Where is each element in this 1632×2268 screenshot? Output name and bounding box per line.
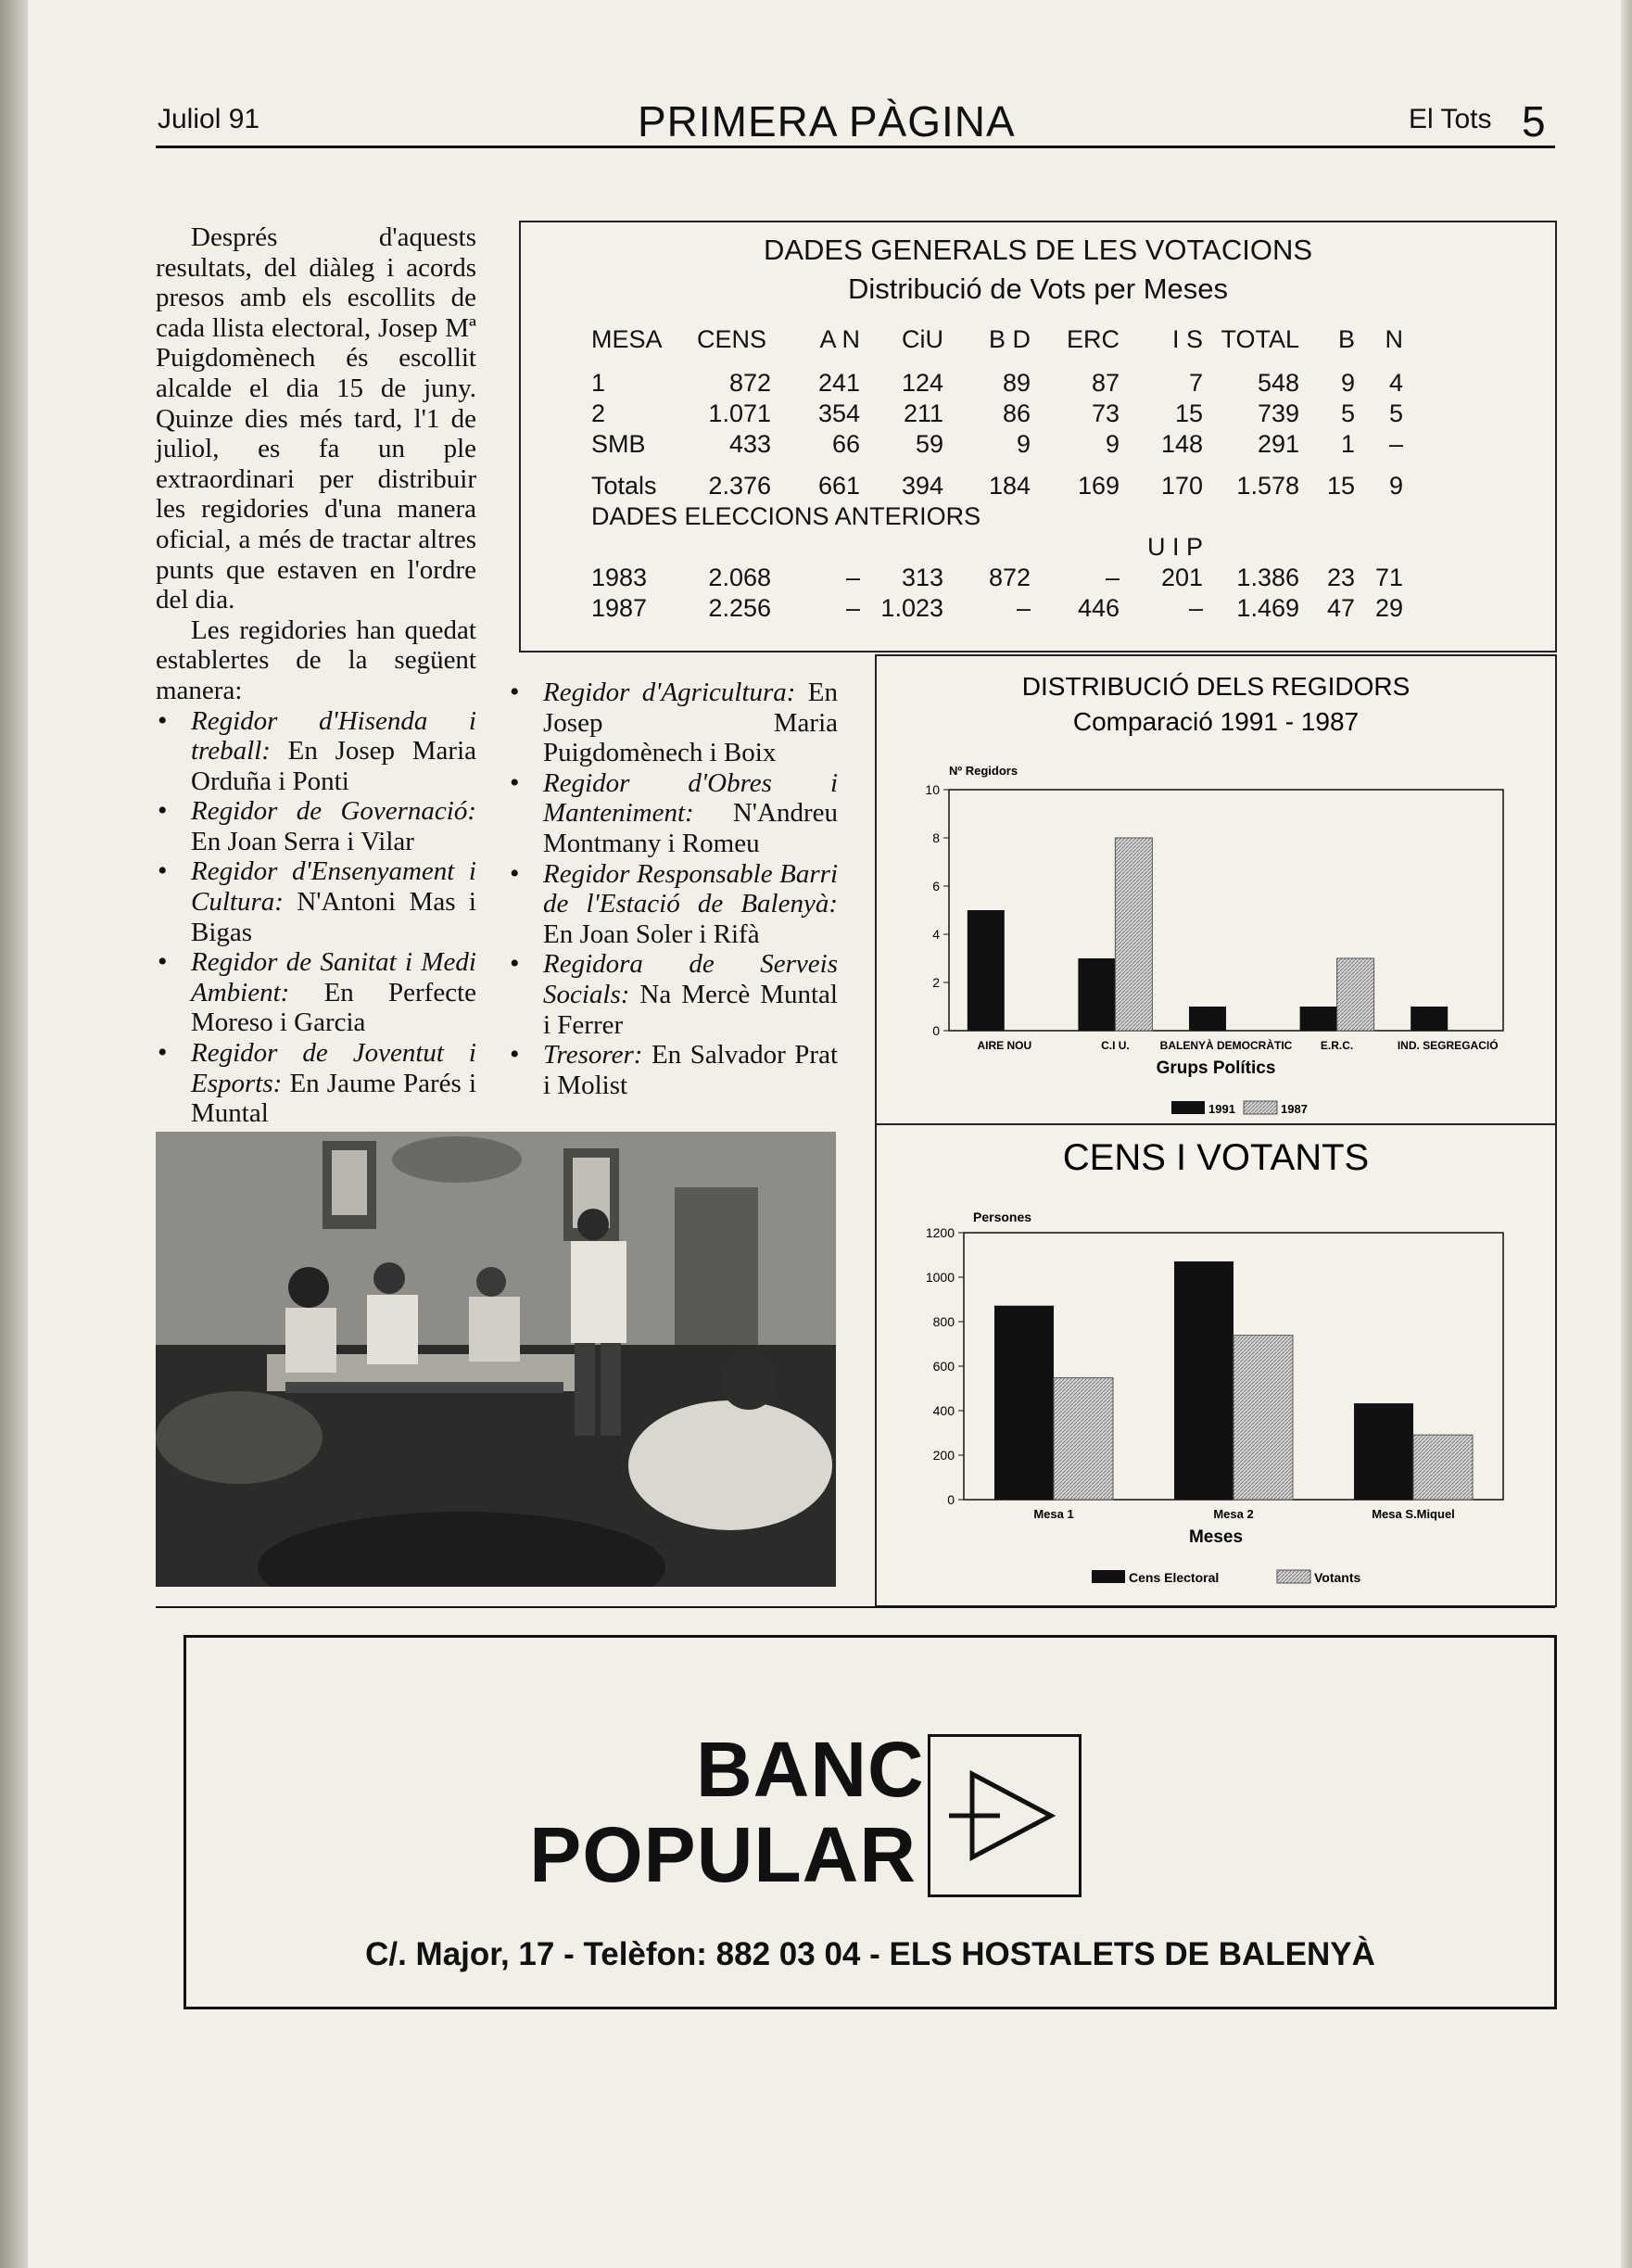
- bank-advertisement: [183, 1635, 1557, 2009]
- previous-elections-heading-row: DADES ELECCIONS ANTERIORS: [591, 502, 981, 530]
- list-item: • Regidor d'Hisenda i treball: En Josep Maria Orduña i Ponti: [156, 706, 476, 797]
- votes-table-title: DADES GENERALS DE LES VOTACIONS: [763, 234, 1313, 266]
- list-item: • Tresorer: En Salvador Prat i Molist: [508, 1040, 838, 1100]
- y-tick-label: 8: [932, 830, 940, 845]
- table-header-row: MESA CENS A N CiU B D ERC I S TOTAL B N: [591, 325, 1403, 353]
- legend-swatch-1987: [1244, 1101, 1277, 1114]
- article-column-left: [156, 222, 476, 1129]
- chart-title: CENS I VOTANTS: [1062, 1137, 1370, 1178]
- x-category-label: Mesa 2: [1213, 1507, 1254, 1521]
- bar-cens: [994, 1306, 1054, 1500]
- legend-label-votants: Votants: [1314, 1570, 1361, 1585]
- bar-cens: [1174, 1261, 1233, 1500]
- x-axis-label: Grups Polítics: [1156, 1058, 1276, 1078]
- bar-1991: [968, 910, 1005, 1031]
- legend-swatch-votants: [1277, 1570, 1310, 1583]
- binding-spine: [0, 0, 28, 2268]
- issue-date: Juliol 91: [158, 104, 260, 134]
- article-paragraph-2: Les regidories han quedat establertes de la següent manera:: [156, 615, 476, 705]
- table-totals-row: Totals 2.376 661 394 184 169 170 1.578 15 9: [591, 472, 1403, 500]
- y-tick-label: 200: [932, 1448, 955, 1463]
- bar-1991: [1300, 1007, 1337, 1031]
- ad-bank-name-line2: POPULAR: [529, 1811, 917, 1898]
- bank-logo-icon: [928, 1734, 1082, 1897]
- x-category-label: AIRE NOU: [977, 1039, 1032, 1052]
- ad-bank-name-line1: BANC: [696, 1726, 925, 1813]
- chart-subtitle: Comparació 1991 - 1987: [1072, 707, 1360, 736]
- y-tick-label: 1000: [925, 1270, 955, 1285]
- votes-table-box: [519, 221, 1557, 653]
- x-category-label: Mesa S.Miquel: [1372, 1507, 1455, 1521]
- y-tick-label: 6: [932, 879, 940, 893]
- legend-swatch-1991: [1171, 1101, 1205, 1114]
- bar-1991: [1189, 1007, 1226, 1031]
- y-tick-label: 2: [932, 975, 940, 990]
- y-tick-label: 1200: [925, 1225, 955, 1240]
- y-tick-label: 800: [932, 1314, 955, 1329]
- cens-chart: [877, 1125, 1555, 1605]
- section-divider: [156, 1606, 1555, 1608]
- y-tick-label: 0: [932, 1023, 940, 1038]
- table-row: SMB 433 66 59 9 9 148 291 1 –: [591, 430, 1403, 458]
- legend-label-1991: 1991: [1208, 1102, 1235, 1116]
- y-axis-label: Nº Regidors: [949, 764, 1018, 778]
- regidors-chart: [877, 656, 1555, 1123]
- meeting-photo: [156, 1132, 836, 1587]
- table-row: 1983 2.068 – 313 872 – 201 1.386 23 71: [591, 564, 1403, 591]
- councillor-list-right: [508, 678, 838, 1100]
- x-category-label: BALENYÀ DEMOCRÀTIC: [1159, 1039, 1293, 1052]
- x-axis-label: Meses: [1188, 1527, 1244, 1547]
- y-tick-label: 400: [932, 1403, 955, 1418]
- bar-1987: [1337, 958, 1374, 1031]
- bar-1991: [1078, 958, 1115, 1031]
- bar-votants: [1413, 1435, 1473, 1500]
- plot-frame: [949, 790, 1503, 1031]
- meeting-photo-image: [156, 1132, 836, 1587]
- table-row: 2 1.071 354 211 86 73 15 739 5 5: [591, 399, 1403, 427]
- header-rule: [156, 146, 1555, 148]
- page-edge: [1621, 0, 1632, 2268]
- y-tick-label: 10: [925, 782, 940, 797]
- article-column-middle: [508, 678, 838, 1100]
- list-item: • Regidor Responsable Barri de l'Estació de Balenyà: En Joan Soler i Rifà: [508, 859, 838, 950]
- bar-1987: [1115, 838, 1152, 1031]
- bar-votants: [1233, 1336, 1293, 1500]
- bar-1991: [1411, 1007, 1448, 1031]
- councillor-list-left: [156, 706, 476, 1129]
- x-category-label: C.I U.: [1101, 1039, 1130, 1052]
- bar-votants: [1054, 1377, 1113, 1500]
- article-paragraph-1: Després d'aquests resultats, del diàleg i acords presos amb els escollits de cada llista electoral, Josep Mª Puigdomènech és escollit alcalde el dia 15 de juny. Quinze dies més tard, l'1 de juliol, es fa un ple extraordinari per distribuir les regidories d'una manera oficial, a més de tractar altres punts que estaven en l'ordre del dia.: [156, 222, 476, 615]
- list-item: • Regidor d'Obres i Manteniment: N'Andreu Montmany i Romeu: [508, 768, 838, 859]
- x-category-label: IND. SEGREGACIÓ: [1397, 1039, 1499, 1052]
- y-axis-label: Persones: [973, 1210, 1032, 1224]
- y-tick-label: 4: [932, 927, 940, 942]
- x-category-label: E.R.C.: [1320, 1039, 1354, 1052]
- list-item: • Regidor d'Ensenyament i Cultura: N'Antoni Mas i Bigas: [156, 856, 476, 947]
- table-row: 1 872 241 124 89 87 7 548 9 4: [591, 369, 1403, 397]
- legend-label-1987: 1987: [1281, 1102, 1308, 1116]
- list-item: • Regidora de Serveis Socials: Na Mercè Muntal i Ferrer: [508, 949, 838, 1040]
- paper-name: El Tots: [1409, 104, 1492, 134]
- bar-cens: [1354, 1403, 1413, 1500]
- cens-chart-box: [875, 1123, 1557, 1607]
- ad-address: C/. Major, 17 - Telèfon: 882 03 04 - ELS HOSTALETS DE BALENYÀ: [365, 1936, 1375, 1972]
- y-tick-label: 600: [932, 1359, 955, 1374]
- list-item: • Regidor de Governació: En Joan Serra i Vilar: [156, 796, 476, 856]
- legend-swatch-cens: [1092, 1570, 1125, 1583]
- chart-title: DISTRIBUCIÓ DELS REGIDORS: [1021, 672, 1411, 701]
- list-item: • Regidor de Sanitat i Medi Ambient: En Perfecte Moreso i Garcia: [156, 947, 476, 1038]
- list-item: • Regidor d'Agricultura: En Josep Maria Puigdomènech i Boix: [508, 678, 838, 768]
- previous-elections-subheader-row: U I P: [1146, 533, 1203, 561]
- x-category-label: Mesa 1: [1033, 1507, 1074, 1521]
- regidors-chart-box: [875, 654, 1557, 1125]
- list-item: • Regidor de Joventut i Esports: En Jaume Parés i Muntal: [156, 1038, 476, 1129]
- votes-table-subtitle: Distribució de Vots per Meses: [847, 272, 1229, 305]
- votes-table: [591, 324, 1403, 624]
- legend-label-cens: Cens Electoral: [1129, 1570, 1220, 1585]
- page-number: 5: [1522, 97, 1546, 146]
- table-row: 1987 2.256 – 1.023 – 446 – 1.469 47 29: [591, 594, 1403, 622]
- section-title: PRIMERA PÀGINA: [638, 97, 1016, 146]
- y-tick-label: 0: [947, 1492, 955, 1507]
